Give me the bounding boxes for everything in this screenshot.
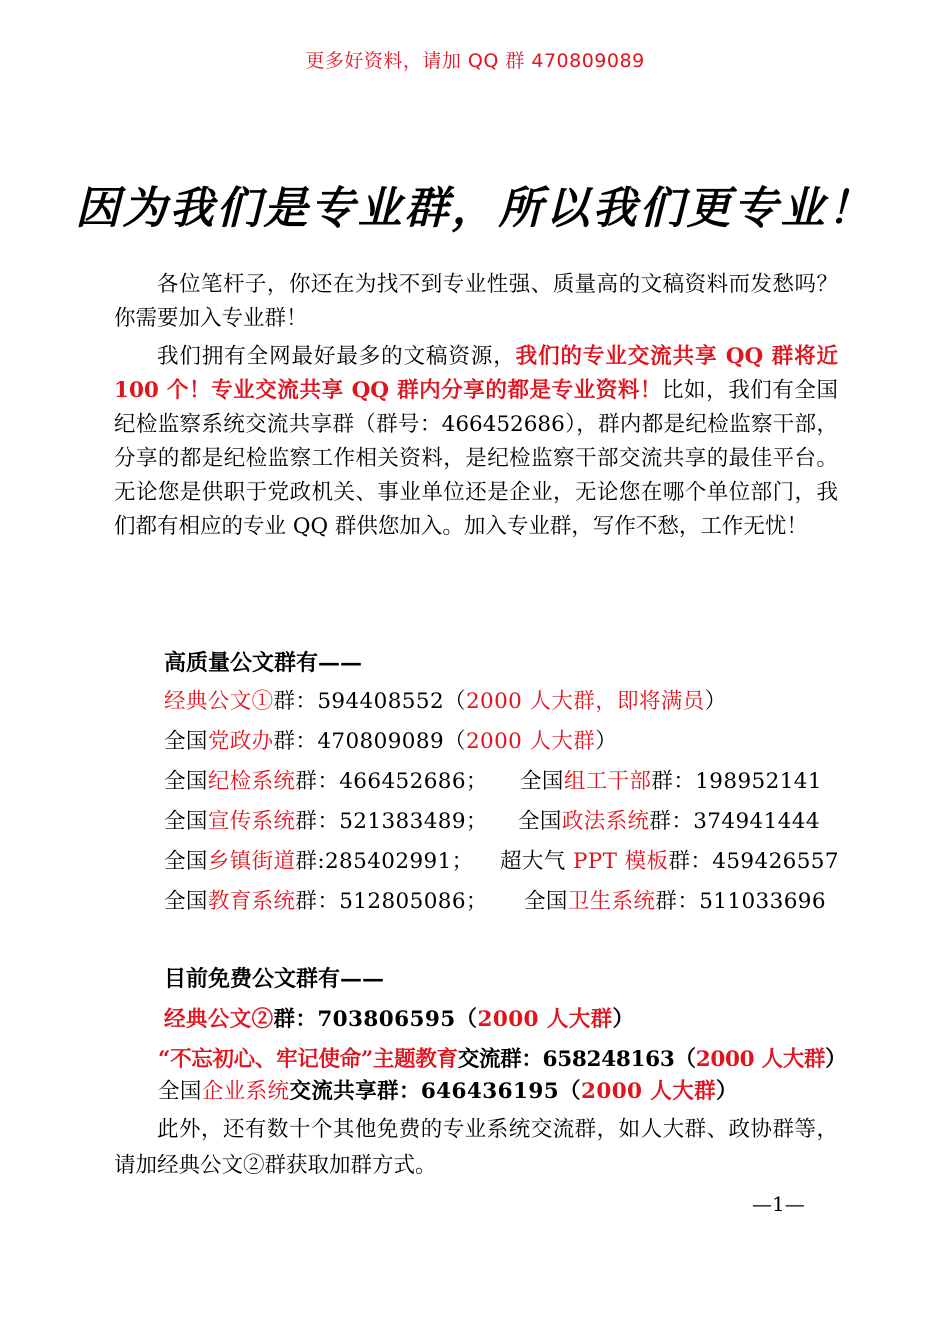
group-a xyxy=(164,889,488,914)
group-name: 政法系统 xyxy=(561,809,650,834)
group-number: 群：512805086； xyxy=(295,889,488,914)
group-prefix: 全国 xyxy=(158,1079,202,1104)
hq-groups-title: 高质量公文群有—— xyxy=(164,650,363,676)
group-number: 群：594408552（ xyxy=(273,689,466,714)
intro-paragraph-1: 各位笔杆子，你还在为找不到专业性强、质量高的文稿资料而发愁吗？你需要加入专业群！ xyxy=(114,272,838,331)
headline-calligraphy: 因为我们是专业群，所以我们更专业！ xyxy=(75,183,875,234)
group-name: 经典公文② xyxy=(164,1007,274,1032)
group-number: 交流群：658248163（ xyxy=(457,1047,696,1072)
group-a xyxy=(164,849,474,874)
group-prefix: 超大气 xyxy=(500,849,573,874)
group-number: 群：511033696 xyxy=(655,889,826,914)
top-banner: 更多好资料，请加 QQ 群 470809089 xyxy=(305,50,645,72)
group-prefix: 全国 xyxy=(164,889,208,914)
hq-group-line-1 xyxy=(164,684,727,715)
group-note-close: ） xyxy=(704,689,727,714)
group-number: 群:285402991； xyxy=(295,849,474,874)
group-note: 2000 人大群 xyxy=(695,1047,826,1072)
free-groups-title: 目前免费公文群有—— xyxy=(164,966,385,992)
group-prefix: 全国 xyxy=(518,809,562,834)
group-number: 群：374941444 xyxy=(649,809,820,834)
group-a xyxy=(164,769,488,794)
group-number: 群：198952141 xyxy=(651,769,822,794)
group-b xyxy=(520,764,822,795)
group-name: 组工干部 xyxy=(563,769,652,794)
group-name: 纪检系统 xyxy=(207,769,296,794)
group-number: 群：703806595（ xyxy=(273,1007,478,1032)
free-group-line-1 xyxy=(164,1002,634,1033)
group-name: 企业系统 xyxy=(201,1079,290,1104)
group-note-close: ） xyxy=(595,729,618,754)
hq-group-line-3 xyxy=(164,764,822,795)
group-name: 教育系统 xyxy=(207,889,296,914)
group-note: 2000 人大群，即将满员 xyxy=(465,689,705,714)
closing-paragraph: 此外，还有数十个其他免费的专业系统交流群，如人大群、政协群等，请加经典公文②群获取加群方式。 xyxy=(114,1117,838,1178)
group-note-close: ） xyxy=(825,1047,847,1072)
hq-group-line-4 xyxy=(164,804,820,835)
group-note: 2000 人大群 xyxy=(580,1079,716,1104)
group-number: 交流共享群：646436195（ xyxy=(289,1079,581,1104)
group-prefix: 全国 xyxy=(164,849,208,874)
intro-paragraph-2 xyxy=(114,340,838,544)
group-prefix: 全国 xyxy=(524,889,568,914)
group-name: 乡镇街道 xyxy=(207,849,296,874)
group-name: 宣传系统 xyxy=(207,809,296,834)
group-name: PPT 模板 xyxy=(572,849,669,874)
group-prefix: 全国 xyxy=(164,809,208,834)
group-note: 2000 人大群 xyxy=(465,729,596,754)
hq-group-line-2 xyxy=(164,724,617,755)
group-number: 群：459426557 xyxy=(668,849,839,874)
intro-p2-lead: 我们拥有全网最好最多的文稿资源， xyxy=(157,344,516,369)
intro-p2-highlight: 我们的专业交流共享 QQ 群将近 100 个！专业交流共享 QQ 群内分享的都是专业资料！ xyxy=(114,344,838,403)
group-prefix: 全国 xyxy=(520,769,564,794)
free-group-line-3 xyxy=(158,1074,738,1105)
group-number: 群：466452686； xyxy=(295,769,488,794)
page-number: —1— xyxy=(752,1192,805,1216)
intro-p2-body: 比如，我们有全国纪检监察系统交流共享群（群号：466452686），群内都是纪检监察干部，分享的都是纪检监察工作相关资料，是纪检监察干部交流共享的最佳平台。无论您是供职于党政机关、事业单位还是企业，无论您在哪个单位部门，我们都有相应的专业 QQ 群供您加入。加入专业群，写作不愁，工作无忧！ xyxy=(114,378,838,539)
group-prefix: 全国 xyxy=(164,769,208,794)
group-name: 经典公文① xyxy=(164,689,274,714)
group-b xyxy=(524,884,826,915)
group-note-close: ） xyxy=(612,1007,635,1032)
group-number: 群：470809089（ xyxy=(273,729,466,754)
group-note: 2000 人大群 xyxy=(477,1007,613,1032)
group-a xyxy=(164,809,488,834)
hq-group-line-6 xyxy=(164,884,826,915)
group-name: “不忘初心、牢记使命”主题教育 xyxy=(158,1047,458,1072)
group-note-close: ） xyxy=(716,1079,738,1104)
free-group-line-2 xyxy=(158,1042,846,1073)
group-b xyxy=(500,844,839,875)
group-prefix: 全国 xyxy=(164,729,208,754)
group-name: 卫生系统 xyxy=(567,889,656,914)
group-b xyxy=(518,804,820,835)
group-name: 党政办 xyxy=(207,729,274,754)
hq-group-line-5 xyxy=(164,844,839,875)
group-number: 群：521383489； xyxy=(295,809,488,834)
